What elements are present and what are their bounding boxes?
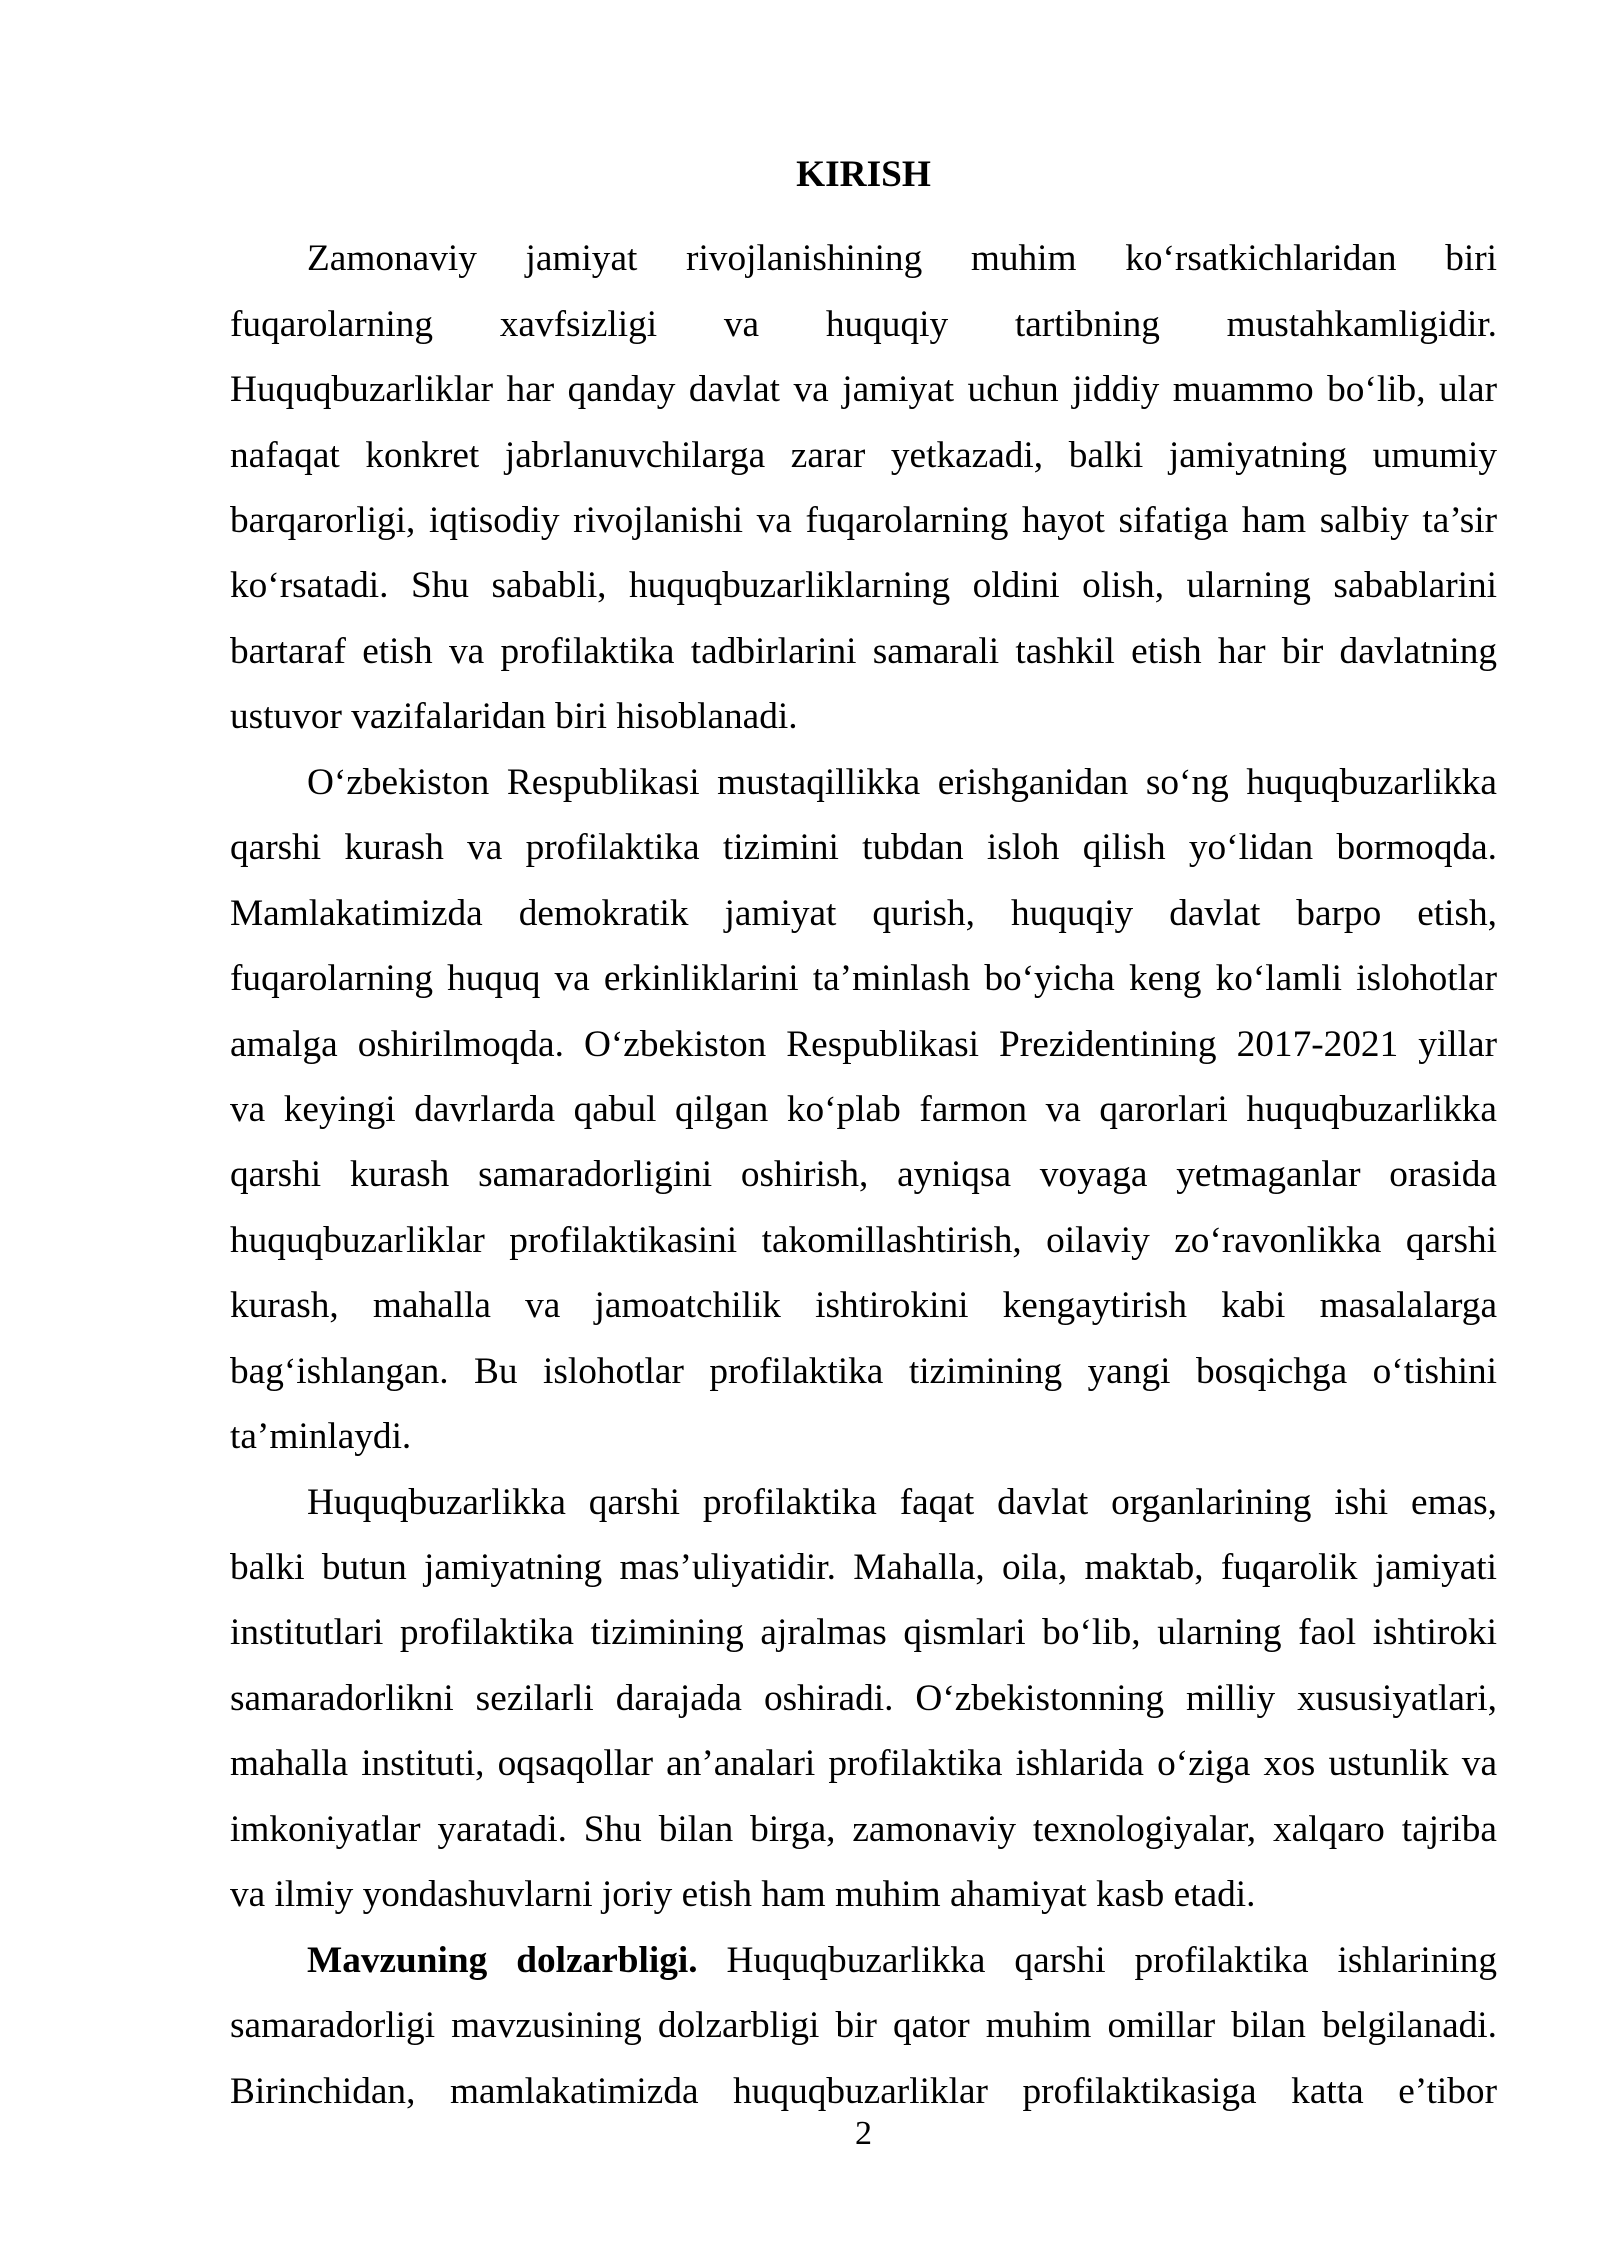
paragraph-line: qarshi kurash va profilaktika tizimini tubdan isloh qilish yo‘lidan bormoqda. [230, 827, 1497, 869]
paragraph-line-text: Huquqbuzarlikka qarshi profilaktika ishlarining [726, 1939, 1497, 1981]
paragraph-line: ko‘rsatadi. Shu sababli, huquqbuzarliklarning oldini olish, ularning sabablarini [230, 565, 1497, 607]
paragraph-line: imkoniyatlar yaratadi. Shu bilan birga, zamonaviy texnologiyalar, xalqaro tajriba [230, 1808, 1497, 1850]
paragraph [230, 750, 1497, 1470]
paragraph-line: kurash, mahalla va jamoatchilik ishtirokini kengaytirish kabi masalalarga [230, 1285, 1497, 1327]
paragraph-line: nafaqat konkret jabrlanuvchilarga zarar yetkazadi, balki jamiyatning umumiy [230, 434, 1497, 476]
paragraph-line: amalga oshirilmoqda. O‘zbekiston Respublikasi Prezidentining 2017-2021 yillar [230, 1023, 1497, 1065]
paragraph-line: fuqarolarning xavfsizligi va huquqiy tartibning mustahkamligidir. [230, 303, 1497, 345]
paragraph-line [230, 1928, 1497, 1993]
paragraph-line: va ilmiy yondashuvlarni joriy etish ham muhim ahamiyat kasb etadi. [230, 1874, 1256, 1916]
paragraph-line: ustuvor vazifalaridan biri hisoblanadi. [230, 696, 798, 738]
paragraph-line: Huquqbuzarliklar har qanday davlat va jamiyat uchun jiddiy muammo bo‘lib, ular [230, 369, 1497, 411]
paragraph-line: Huquqbuzarlikka qarshi profilaktika faqat davlat organlarining ishi emas, [307, 1481, 1497, 1523]
paragraph-line: Zamonaviy jamiyat rivojlanishining muhim ko‘rsatkichlaridan biri [307, 238, 1497, 280]
paragraph-line: ta’minlaydi. [230, 1416, 412, 1458]
section-heading: KIRISH [796, 154, 931, 195]
paragraph-line: institutlari profilaktika tizimining ajralmas qismlari bo‘lib, ularning faol ishtiroki [230, 1612, 1497, 1654]
paragraph-line: bag‘ishlangan. Bu islohotlar profilaktika tizimining yangi bosqichga o‘tishini [230, 1350, 1497, 1392]
paragraph-line: balki butun jamiyatning mas’uliyatidir. Mahalla, oila, maktab, fuqarolik jamiyati [230, 1547, 1497, 1589]
paragraph-line: qarshi kurash samaradorligini oshirish, ayniqsa voyaga yetmaganlar orasida [230, 1154, 1497, 1196]
paragraph-line: samaradorlikni sezilarli darajada oshiradi. O‘zbekistonning milliy xususiyatlari, [230, 1677, 1497, 1719]
paragraph-line: barqarorligi, iqtisodiy rivojlanishi va fuqarolarning hayot sifatiga ham salbiy ta’sir [230, 500, 1497, 542]
paragraph-line: O‘zbekiston Respublikasi mustaqillikka erishganidan so‘ng huquqbuzarlikka [307, 761, 1497, 803]
paragraph [230, 1928, 1497, 2124]
document-body [230, 226, 1497, 2124]
paragraph-line: huquqbuzarliklar profilaktikasini takomillashtirish, oilaviy zo‘ravonlikka qarshi [230, 1219, 1497, 1261]
bold-lead-in: Mavzuning dolzarbligi. [307, 1939, 698, 1981]
page-number: 2 [855, 2115, 872, 2152]
paragraph-line: fuqarolarning huquq va erkinliklarini ta’minlash bo‘yicha keng ko‘lamli islohotlar [230, 958, 1497, 1000]
paragraph-line: va keyingi davrlarda qabul qilgan ko‘plab farmon va qarorlari huquqbuzarlikka [230, 1088, 1497, 1130]
paragraph-line: mahalla instituti, oqsaqollar an’analari profilaktika ishlarida o‘ziga xos ustunlik va [230, 1743, 1497, 1785]
paragraph-line: Birinchidan, mamlakatimizda huquqbuzarliklar profilaktikasiga katta e’tibor [230, 2070, 1497, 2112]
paragraph [230, 226, 1497, 750]
paragraph-line: Mamlakatimizda demokratik jamiyat qurish, huquqiy davlat barpo etish, [230, 892, 1497, 934]
paragraph [230, 1470, 1497, 1928]
paragraph-line: samaradorligi mavzusining dolzarbligi bir qator muhim omillar bilan belgilanadi. [230, 2005, 1497, 2047]
paragraph-line: bartaraf etish va profilaktika tadbirlarini samarali tashkil etish har bir davlatning [230, 630, 1497, 672]
